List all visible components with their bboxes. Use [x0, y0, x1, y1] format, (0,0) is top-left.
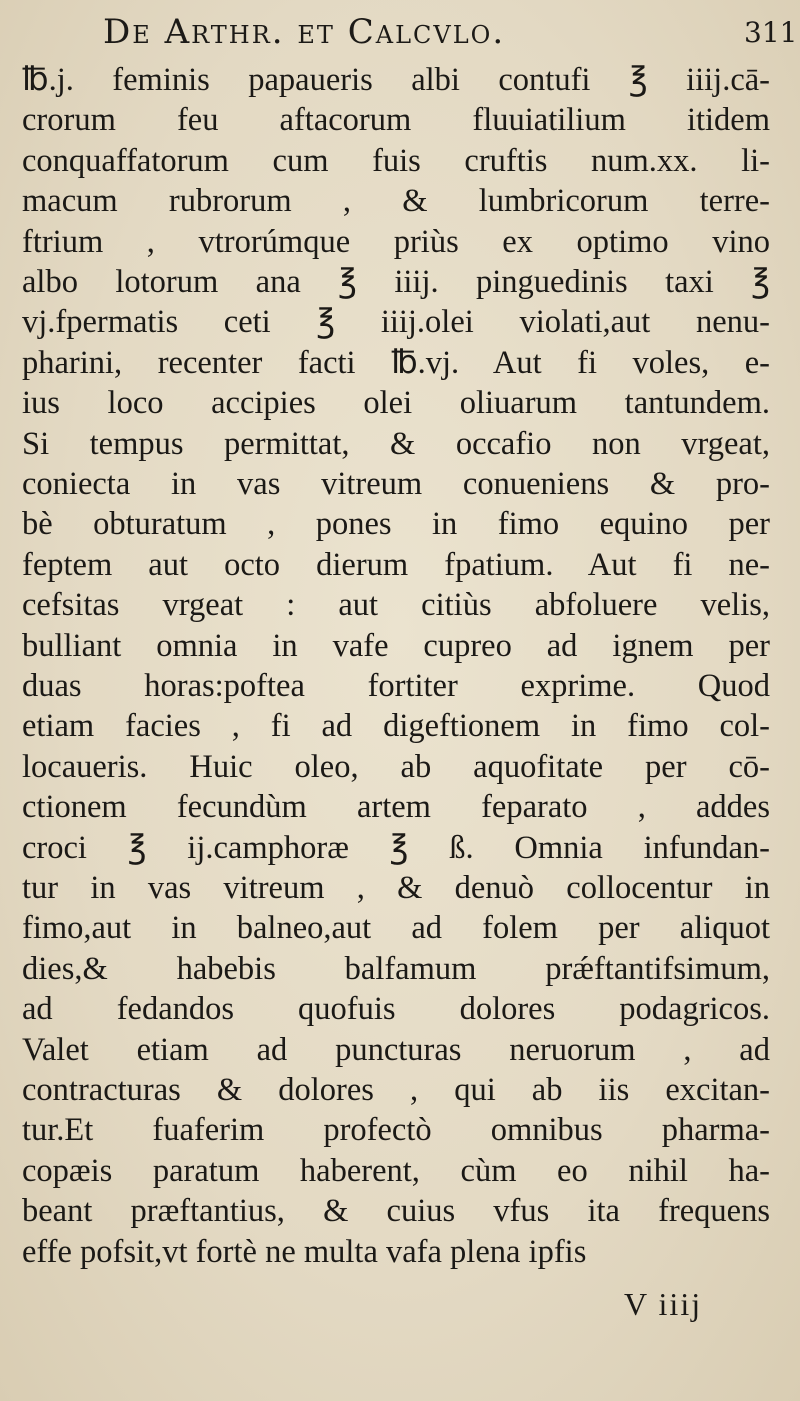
text-line: albo lotorum ana ℥ iiij. pinguedinis taxi ℥ [22, 264, 770, 300]
text-line: feptem aut octo dierum fpatium. Aut fi ne- [22, 546, 770, 583]
text-line: bulliant omnia in vafe cupreo ad ignem per [22, 627, 770, 664]
text-line: vj.fpermatis ceti ℥ iiij.olei violati,aut nenu- [22, 304, 770, 341]
text-line: bè obturatum , pones in fimo equino per [22, 506, 770, 543]
signature-mark: V iiij [624, 1286, 703, 1322]
text-line: effe pofsit,vt fortè ne multa vafa plena ipfis [22, 1233, 587, 1270]
text-line: macum rubrorum , & lumbricorum terre- [22, 183, 770, 220]
text-line: ctionem fecundùm artem feparato , addes [22, 789, 770, 826]
text-line: tur in vas vitreum , & denuò collocentur in [22, 870, 770, 906]
text-line: crorum feu aftacorum fluuiatilium itidem [22, 102, 770, 139]
text-line: ftrium , vtrorúmque priùs ex optimo vino [22, 223, 770, 260]
text-line: ius loco accipies olei oliuarum tantundem. [22, 385, 770, 422]
text-line: locaueris. Huic oleo, ab aquofitate per cō- [22, 748, 770, 785]
text-line: contracturas & dolores , qui ab iis excitan- [22, 1072, 770, 1108]
text-line: dies,& habebis balfamum prǽftantifsimum, [22, 950, 770, 987]
text-line: etiam facies , fi ad digeftionem in fimo col- [22, 708, 770, 745]
text-line: Valet etiam ad puncturas neruorum , ad [22, 1031, 770, 1068]
text-line: Si tempus permittat, & occafio non vrgeat, [22, 425, 770, 462]
text-line: croci ℥ ij.camphoræ ℥ ß. Omnia infundan- [22, 829, 770, 866]
running-head: De Arthr. et Calcvlo. [103, 12, 506, 52]
page-header [0, 10, 800, 60]
text-line: conquaffatorum cum fuis cruftis num.xx. li- [22, 142, 770, 179]
text-line: cefsitas vrgeat : aut citiùs abfoluere velis, [22, 587, 770, 624]
text-line: coniecta in vas vitreum conueniens & pro- [22, 466, 770, 502]
text-line: duas horas:poftea fortiter exprime. Quod [22, 668, 770, 704]
text-line: copæis paratum haberent, cùm eo nihil ha- [22, 1152, 770, 1189]
page-number: 311 [744, 16, 798, 49]
text-line: ℔.j. feminis papaueris albi contufi ℥ iiij.cā- [22, 62, 770, 98]
text-line: fimo,aut in balneo,aut ad folem per aliquot [22, 910, 770, 947]
text-line: ad fedandos quofuis dolores podagricos. [22, 991, 770, 1028]
text-line: pharini, recenter facti ℔.vj. Aut fi voles, e- [22, 344, 770, 381]
text-line: tur.Et fuaferim profectò omnibus pharma- [22, 1112, 770, 1149]
text-line: beant præftantius, & cuius vfus ita frequens [22, 1193, 770, 1230]
